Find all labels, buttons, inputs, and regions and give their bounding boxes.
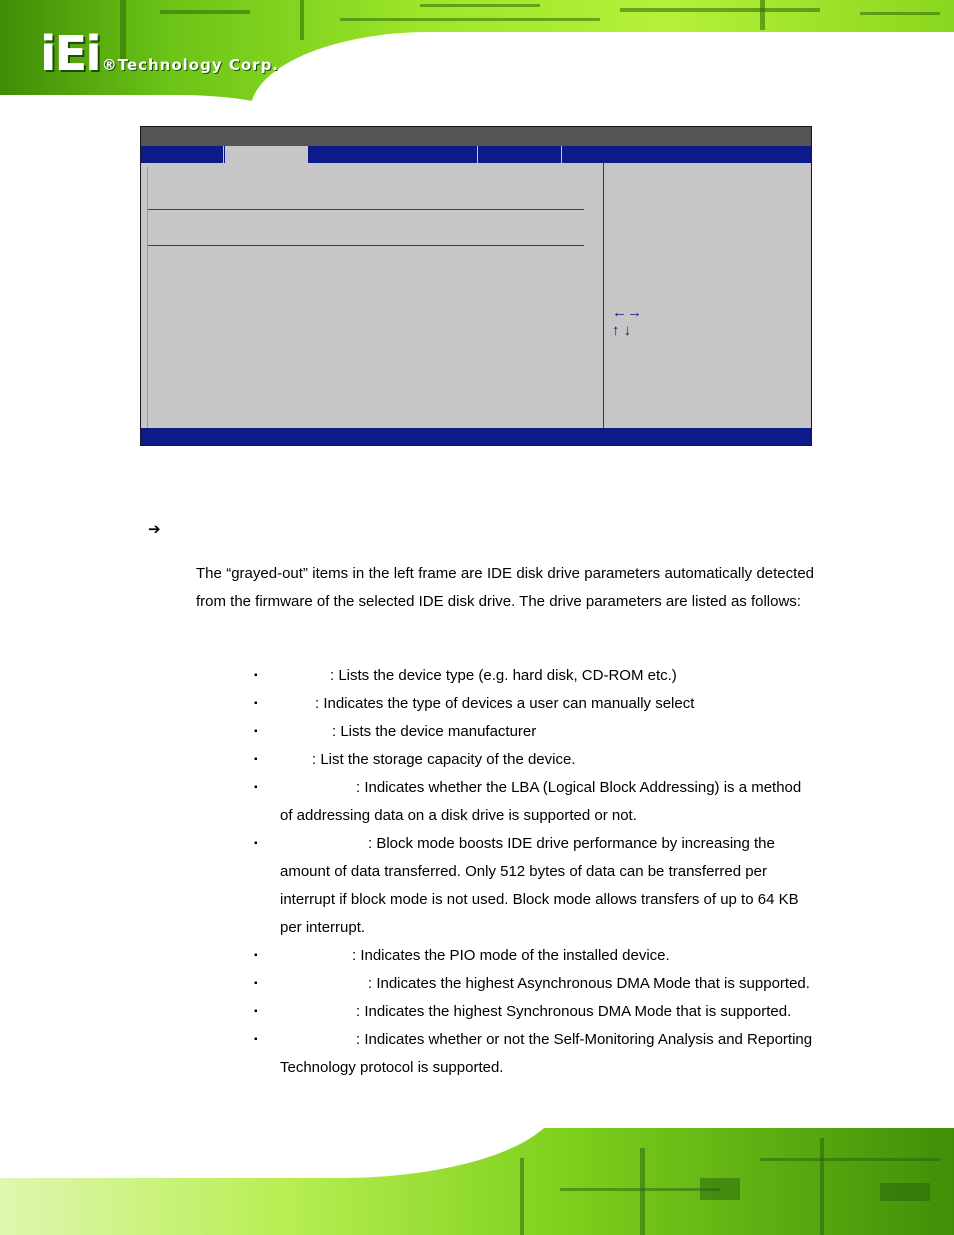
bios-nav-arrows-up-down: ↑ ↓ — [612, 322, 632, 339]
list-item — [254, 718, 816, 746]
bios-tab-active — [225, 146, 308, 163]
bullet-icon: ▪ — [254, 698, 258, 709]
bios-tab-4 — [479, 146, 562, 163]
parameter-list — [254, 662, 816, 1082]
header-swoosh — [250, 32, 954, 112]
bios-menu-bar — [141, 146, 811, 163]
list-item-text: : Indicates the type of devices a user can manually select — [315, 695, 695, 712]
list-item-text: : Indicates whether the LBA (Logical Block Addressing) is a method of addressing data on a disk drive is supported or not. — [280, 779, 802, 824]
list-item-text: : Block mode boosts IDE drive performance by increasing the amount of data transferred. Only 512 bytes of data can be transferred per interrupt if block mode is not used. Block mode allows transfers of up to 64 KB per interrupt. — [280, 835, 799, 936]
list-item — [254, 970, 816, 998]
logo-text: ®Technology Corp. — [101, 56, 280, 74]
footer-banner — [0, 1128, 954, 1235]
bios-separator-2 — [148, 245, 584, 246]
footer-swoosh — [0, 1128, 560, 1178]
list-item — [254, 746, 816, 774]
list-item — [254, 942, 816, 970]
list-item — [254, 690, 816, 718]
list-item — [254, 1026, 816, 1082]
bios-frame-divider — [603, 163, 604, 429]
bullet-icon: ▪ — [254, 754, 258, 765]
logo-mark: iEi — [40, 26, 100, 82]
bios-nav-arrows-left-right: ←→ — [612, 304, 642, 321]
arrow-right-icon: ➔ — [148, 521, 161, 538]
bios-tab-1 — [141, 146, 224, 163]
bios-status-bar — [141, 428, 811, 445]
list-item-text: : Indicates the PIO mode of the installed device. — [352, 947, 670, 964]
bullet-icon: ▪ — [254, 670, 258, 681]
list-item-text: : Indicates whether or not the Self-Monitoring Analysis and Reporting Technology protocol is supported. — [280, 1031, 813, 1076]
list-item — [254, 774, 816, 830]
list-item-text: : Indicates the highest Synchronous DMA Mode that is supported. — [356, 1003, 792, 1020]
list-item-text: : Lists the device manufacturer — [332, 723, 537, 740]
bios-separator-1 — [148, 209, 584, 210]
bullet-icon: ▪ — [254, 726, 258, 737]
description-paragraph: The “grayed-out” items in the left frame are IDE disk drive parameters automatically detected from the firmware of the selected IDE disk drive. The drive parameters are listed as follows: — [196, 565, 814, 610]
list-item — [254, 998, 816, 1026]
bios-screenshot — [140, 126, 812, 446]
bullet-icon: ▪ — [254, 1006, 258, 1017]
bios-tab-3 — [309, 146, 478, 163]
bullet-icon: ▪ — [254, 978, 258, 989]
list-item-text: : Indicates the highest Asynchronous DMA Mode that is supported. — [368, 975, 810, 992]
company-logo — [40, 26, 280, 82]
bullet-icon: ▪ — [254, 838, 258, 849]
list-item-text: : Lists the device type (e.g. hard disk, CD-ROM etc.) — [330, 667, 677, 684]
list-item — [254, 830, 816, 942]
bios-left-frame — [147, 167, 600, 429]
header-banner — [0, 0, 954, 112]
bullet-icon: ▪ — [254, 950, 258, 961]
bios-title-bar — [141, 127, 811, 146]
list-item — [254, 662, 816, 690]
bullet-icon: ▪ — [254, 782, 258, 793]
bullet-icon: ▪ — [254, 1034, 258, 1045]
list-item-text: : List the storage capacity of the device. — [312, 751, 576, 768]
